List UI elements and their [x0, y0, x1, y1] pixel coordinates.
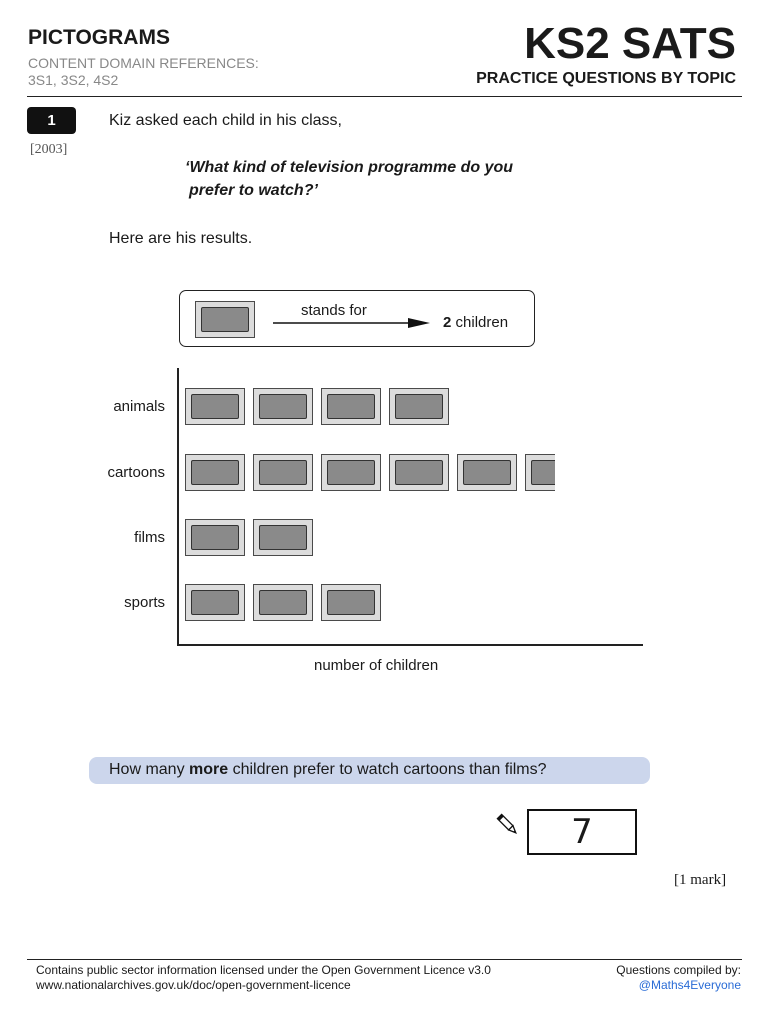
licence-line-1: Contains public sector information licensed under the Open Government Licence v3.0 [36, 963, 491, 977]
x-axis [177, 644, 643, 646]
quote-line-1: ‘What kind of television programme do you [185, 159, 514, 176]
tv-icon [525, 454, 555, 491]
prompt-post: children prefer to watch cartoons than films? [228, 761, 547, 778]
licence-link[interactable]: www.nationalarchives.gov.uk/doc/open-government-licence [36, 978, 351, 992]
tv-icon [185, 584, 245, 621]
x-axis-label: number of children [314, 657, 439, 674]
tv-icon [253, 519, 313, 556]
footer-divider [27, 959, 742, 960]
topic-title: PICTOGRAMS [28, 26, 170, 49]
category-label-cartoons: cartoons [107, 464, 165, 481]
prompt-emphasis: more [189, 761, 229, 778]
tv-icon [457, 454, 517, 491]
category-label-animals: animals [113, 398, 165, 415]
question-number-badge: 1 [27, 107, 76, 134]
footer-licence [36, 963, 491, 993]
brand-subtitle: PRACTICE QUESTIONS BY TOPIC [476, 70, 736, 87]
key-value-number: 2 [443, 314, 452, 331]
tv-icon [253, 454, 313, 491]
quote-line-2: prefer to watch?’ [189, 182, 318, 199]
author-handle-link[interactable]: @Maths4Everyone [638, 978, 741, 992]
key-stands-for: stands for [301, 302, 367, 319]
tv-icon [321, 584, 381, 621]
tv-icon [185, 388, 245, 425]
tv-icon [389, 388, 449, 425]
half-tv-icon [525, 454, 555, 491]
question-year: [2003] [30, 142, 68, 157]
pencil-icon [496, 812, 520, 838]
results-intro: Here are his results. [109, 230, 253, 247]
question-prompt [109, 761, 547, 779]
domain-references: 3S1, 3S2, 4S2 [28, 72, 119, 88]
brand-title: KS2 SATS [524, 19, 736, 68]
compiled-by: Questions compiled by: [616, 963, 741, 977]
tv-icon [253, 388, 313, 425]
category-label-sports: sports [124, 594, 165, 611]
domain-label: CONTENT DOMAIN REFERENCES: [28, 55, 259, 71]
tv-icon [185, 519, 245, 556]
prompt-pre: How many [109, 761, 190, 778]
tv-icon [253, 584, 313, 621]
tv-icon [321, 388, 381, 425]
tv-icon [389, 454, 449, 491]
y-axis [177, 368, 179, 645]
tv-icon [321, 454, 381, 491]
question-intro: Kiz asked each child in his class, [109, 112, 342, 129]
category-label-films: films [134, 529, 165, 546]
footer-credit [616, 963, 741, 993]
key-value-unit: children [455, 314, 509, 331]
mark-allocation: [1 mark] [674, 872, 727, 888]
tv-icon [185, 454, 245, 491]
answer-box[interactable]: 7 [527, 809, 637, 855]
